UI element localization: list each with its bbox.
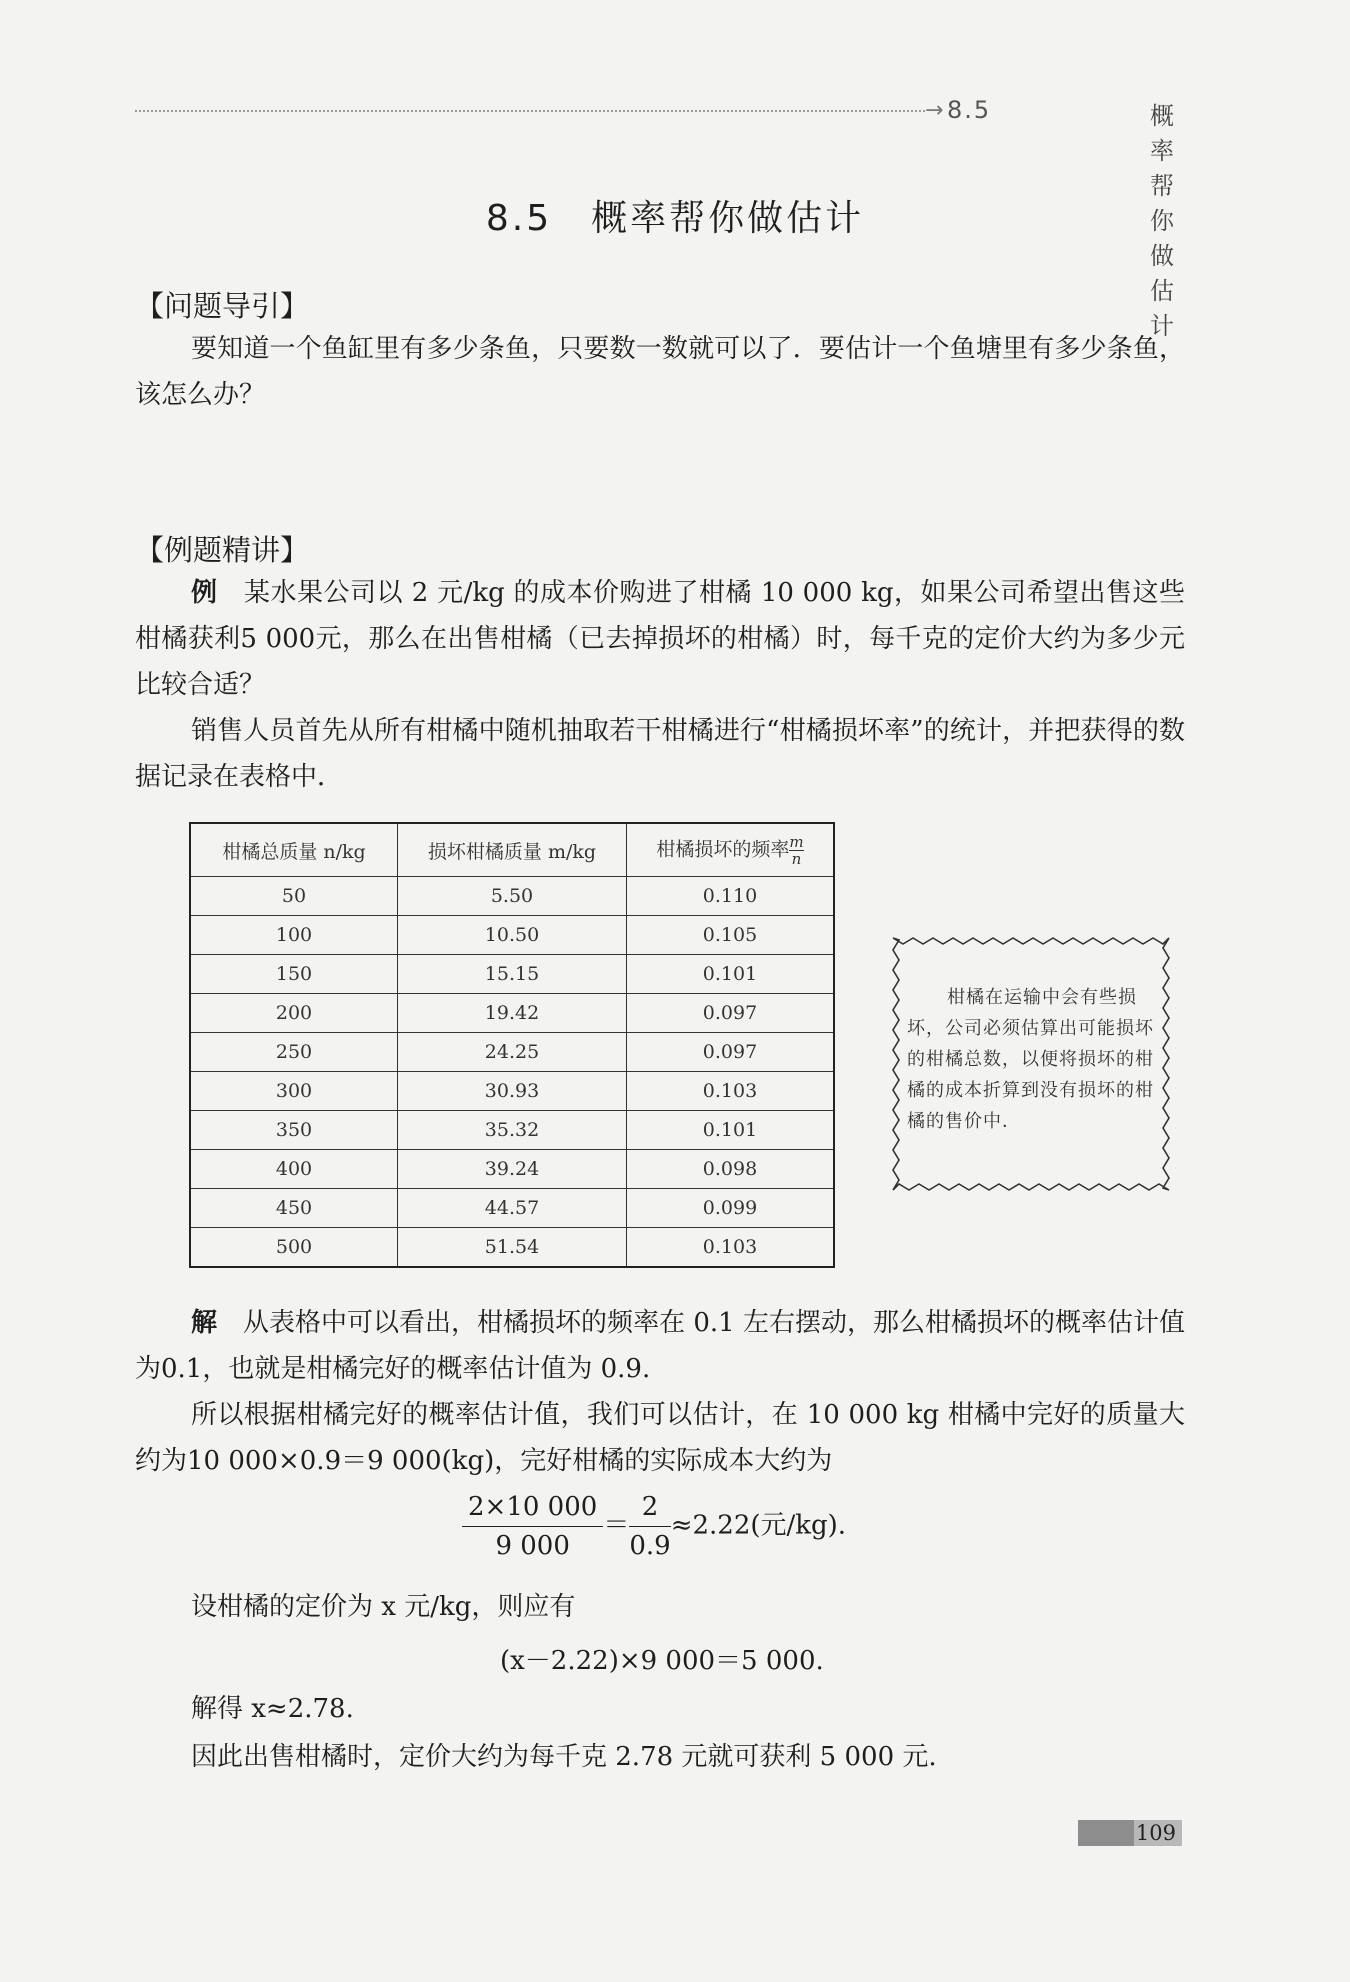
example-text: 某水果公司以 2 元/kg 的成本价购进了柑橘 10 000 kg，如果公司希望出售这些柑橘获利5 000元，那么在出售柑橘（已去掉损坏的柑橘）时，每千克的定价大约为多少元比较合适？	[135, 578, 1185, 700]
cell-total-mass: 50	[190, 877, 398, 916]
formula-fraction-2	[629, 1492, 670, 1561]
cell-frequency: 0.105	[627, 916, 835, 955]
page-number-tab	[1078, 1820, 1182, 1846]
table-row	[190, 916, 834, 955]
header-dotted-rule	[135, 110, 925, 112]
example-label: 例	[191, 578, 218, 608]
cell-total-mass: 100	[190, 916, 398, 955]
cell-frequency: 0.101	[627, 1111, 835, 1150]
cell-total-mass: 350	[190, 1111, 398, 1150]
table-header-damaged-mass: 损坏柑橘质量 m/kg	[398, 823, 627, 877]
cell-total-mass: 150	[190, 955, 398, 994]
problem-intro-text: 要知道一个鱼缸里有多少条鱼，只要数一数就可以了．要估计一个鱼塘里有多少条鱼，该怎么办？	[135, 334, 1185, 410]
table-row	[190, 1228, 834, 1268]
cell-damaged-mass: 10.50	[398, 916, 627, 955]
header-arrow-icon: →	[925, 98, 944, 123]
cell-damaged-mass: 35.32	[398, 1111, 627, 1150]
solution-text-1: 从表格中可以看出，柑橘损坏的频率在 0.1 左右摆动，那么柑橘损坏的概率估计值为0.1，也就是柑橘完好的概率估计值为 0.9.	[135, 1308, 1185, 1384]
cell-total-mass: 300	[190, 1072, 398, 1111]
table-row	[190, 1150, 834, 1189]
frequency-fraction	[789, 834, 803, 867]
cell-frequency: 0.099	[627, 1189, 835, 1228]
fraction-denominator: n	[789, 850, 803, 867]
fraction-2-denominator: 0.9	[629, 1531, 671, 1561]
table-row	[190, 1033, 834, 1072]
orange-damage-table	[189, 822, 835, 1268]
problem-intro-heading: 【问题导引】	[135, 289, 310, 323]
solution-conclusion: 因此出售柑橘时，定价大约为每千克 2.78 元就可获利 5 000 元.	[191, 1742, 937, 1772]
header-section-title: 概率帮你做估计	[1150, 102, 1178, 340]
cell-frequency: 0.103	[627, 1228, 835, 1268]
solution-text-2: 所以根据柑橘完好的概率估计值，我们可以估计，在 10 000 kg 柑橘中完好的质量大约为10 000×0.9＝9 000(kg)，完好柑橘的实际成本大约为	[135, 1400, 1185, 1476]
example-question	[135, 570, 1185, 708]
solution-text-3: 设柑橘的定价为 x 元/kg，则应有	[191, 1592, 576, 1622]
example-text-2: 销售人员首先从所有柑橘中随机抽取若干柑橘进行“柑橘损坏率”的统计，并把获得的数据记录在表格中．	[135, 716, 1185, 792]
cell-frequency: 0.101	[627, 955, 835, 994]
cell-frequency: 0.097	[627, 1033, 835, 1072]
page-number: 109	[1135, 1821, 1176, 1845]
cell-damaged-mass: 39.24	[398, 1150, 627, 1189]
price-equation: (x－2.22)×9 000＝5 000.	[500, 1646, 824, 1676]
example-heading: 【例题精讲】	[135, 533, 310, 567]
cell-frequency: 0.110	[627, 877, 835, 916]
table-header-frequency	[627, 823, 835, 877]
table-header-total-mass: 柑橘总质量 n/kg	[190, 823, 398, 877]
fraction-numerator: m	[789, 832, 804, 851]
solution-label: 解	[191, 1308, 218, 1338]
cell-frequency: 0.097	[627, 994, 835, 1033]
solution-text-4: 解得 x≈2.78.	[191, 1694, 354, 1724]
fraction-1-denominator: 9 000	[495, 1531, 570, 1561]
table-row	[190, 994, 834, 1033]
formula-result: ≈2.22(元/kg).	[670, 1510, 847, 1541]
cell-damaged-mass: 30.93	[398, 1072, 627, 1111]
table-row	[190, 1072, 834, 1111]
cell-total-mass: 400	[190, 1150, 398, 1189]
table-row	[190, 1189, 834, 1228]
table-row	[190, 1111, 834, 1150]
fraction-1-numerator: 2×10 000	[462, 1492, 603, 1527]
fraction-2-numerator: 2	[629, 1492, 670, 1527]
cell-damaged-mass: 51.54	[398, 1228, 627, 1268]
cell-damaged-mass: 44.57	[398, 1189, 627, 1228]
cell-damaged-mass: 19.42	[398, 994, 627, 1033]
table-row	[190, 955, 834, 994]
page-title: 8.5 概率帮你做估计	[485, 198, 865, 239]
cell-total-mass: 250	[190, 1033, 398, 1072]
formula-fraction-1	[462, 1492, 603, 1561]
page-number-shade	[1078, 1820, 1134, 1846]
table-header-row	[190, 823, 834, 877]
side-note-box	[885, 930, 1177, 1198]
cell-frequency: 0.098	[627, 1150, 835, 1189]
table-row	[190, 877, 834, 916]
cell-frequency: 0.103	[627, 1072, 835, 1111]
formula-equals: ＝	[603, 1510, 630, 1541]
cell-total-mass: 500	[190, 1228, 398, 1268]
cell-damaged-mass: 24.25	[398, 1033, 627, 1072]
cell-damaged-mass: 15.15	[398, 955, 627, 994]
frequency-label: 柑橘损坏的频率	[656, 838, 790, 860]
cost-formula	[462, 1492, 846, 1561]
cell-total-mass: 450	[190, 1189, 398, 1228]
cell-damaged-mass: 5.50	[398, 877, 627, 916]
solution-text	[135, 1300, 1185, 1392]
cell-total-mass: 200	[190, 994, 398, 1033]
header-section-number: 8.5	[947, 96, 992, 124]
side-note-text: 柑橘在运输中会有些损坏，公司必须估算出可能损坏的柑橘总数，以便将损坏的柑橘的成本折算到没有损坏的柑橘的售价中．	[907, 987, 1154, 1132]
